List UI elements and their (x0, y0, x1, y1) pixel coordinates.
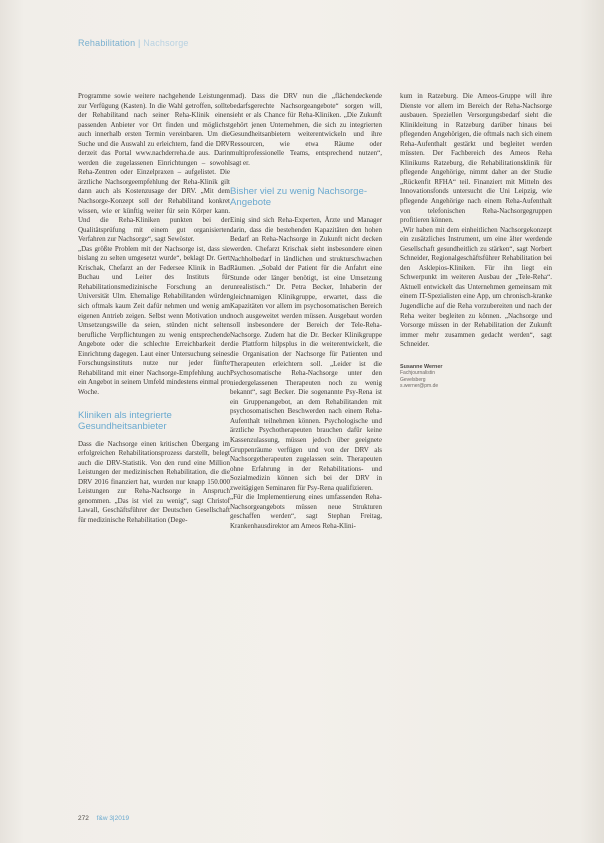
page-footer (78, 815, 129, 822)
section-separator: | (138, 38, 141, 48)
text-column-3 (400, 92, 552, 390)
paragraph: „Für die Implementierung eines umfassenden Reha-Nachsorgeangebots müssen neue Strukturen geschaffen werden“, sagt Stephan Freitag, Krankenhausdirektor am Ameos Reha-Klini- (230, 493, 382, 530)
author-city: Gevelsberg (400, 376, 426, 383)
author-role: Fachjournalistin (400, 370, 436, 377)
page-number: 272 (78, 815, 89, 822)
paragraph: mad). Dass die DRV nun die „flächendeckende bedarfsgerechte Nachsorgeangebote“ sorgen will, sieht er als Chance für Reha-Kliniken. „Die Zukunft gehört jenen Unternehmen, die sich zu integrierten Gesundheitsanbietern weiterentwickeln und ihre Ressourcen, wie etwa Räume oder multiprofessionelle Teams, entsprechend nutzen“, sagt er. (230, 92, 382, 167)
paragraph: Einig sind sich Reha-Experten, Ärzte und Manager darin, dass die bestehenden Kapazitäten den hohen Bedarf an Reha-Nachsorge in Zukunft nicht decken werden. Chefarzt Krischak sieht insbesondere einen Nachholbedarf in ländlichen und strukturschwachen Räumen. „Sobald der Patient für die Anfahrt eine Stunde oder länger benötigt, ist eine Umsetzung unrealistisch.“ Dr. Petra Becker, Inhaberin der gleichnamigen Klinikgruppe, erwartet, dass die Kapazitäten vor allem im psychosomatischen Bereich noch ausgeweitet werden müssen. Ausgebaut worden soll insbesondere der Bereich der Tele-Reha-Nachsorge. Zudem hat die Dr. Becker Klinikgruppe die Plattform hilpsplus in die weiterentwickelt, die die Organisation der Nachsorge für Patienten und Therapeuten erleichtern soll. „Leider ist die Psychosomatische Reha-Nachsorge unter den niedergelassenen Therapeuten noch zu wenig bekannt“, sagt Becker. Die sogenannte Psy-Rena ist ein Gruppenangebot, an dem Rehabilitanden mit psychosomatischen Beschwerden nach einem Reha-Aufenthalt teilnehmen können. Psychologische und ärztliche Psychotherapeuten brauchen dafür keine Kassenzulassung, müssen jedoch über geeignete Gruppenräume verfügen und von der DRV als Nachsorgetherapeuten zugelassen sein. Therapeuten ohne Erfahrung in der Rehabilitations- und Sozialmedizin können sich bei der DRV in zweitägigen Seminaren für Psy-Rena qualifizieren. (230, 216, 382, 492)
section-title: Rehabilitation (78, 38, 136, 48)
paragraph: Dass die Nachsorge einen kritischen Übergang im erfolgreichen Rehabilitationsprozess darstellt, belegt auch die DRV-Statistik. Von den rund eine Million Leistungen der medizinischen Rehabilitation, die die DRV 2016 finanziert hat, wurden nur knapp 150.000 Leistungen zur Reha-Nachsorge in Anspruch genommen. „Das ist viel zu wenig“, sagt Christof Lawall, Geschäftsführer der Deutschen Gesellschaft für medizinische Rehabilitation (Dege- (78, 439, 230, 524)
subheading: Bisher viel zu wenig Nachsorge-Angebote (230, 186, 368, 209)
paragraph: „Das größte Problem mit der Nachsorge ist, dass sie bislang zu selten umgesetzt wurde“, beklagt Dr. Gert Krischak, Chefarzt an der Federsee Klinik in Bad Buchau und Leiter des Instituts für Rehabilitationsmedizinische Forschung an der Universität Ulm. Ehemalige Rehabilitanden würden sich oftmals kaum Zeit dafür nehmen und wenig am eigenen Antrieb zeigen. Selbst wenn Motivation und Umsetzungswille da seien, stünden nicht selten berufliche Verpflichtungen zu wenig entsprechende Angebote oder die schlechte Erreichbarkeit der Einrichtung dagegen. Laut einer Untersuchung seines Forschungsinstituts nutze nur jeder fünfte Rehabilitand mit einer Nachsorge-Empfehlung auch ein Angebot in seinem Umfeld mindestens einmal pro Woche. (78, 244, 230, 396)
paragraph: „Wir haben mit dem einheitlichen Nachsorgekonzept ein zusätzliches Instrument, um eine älter werdende Gesellschaft gesundheitlich zu stärken“, sagt Norbert Schneider, Regionalgeschäftsführer Rehabilitation bei den Asklepios-Kliniken. Für ihn liegt ein Schwerpunkt im weiteren Ausbau der „Tele-Reha“. Aktuell entwickelt das Unternehmen gemeinsam mit einem IT-Spezialisten eine App, um chronisch-kranke Jugendliche auf die Reha vorzubereiten und nach der Reha weiter begleiten zu können. „Nachsorge und Vorsorge müssen in der Rehabilitation der Zukunft immer mehr zusammen gedacht werden“, sagt Schneider. (400, 225, 552, 349)
paragraph: Programme sowie weitere nachgehende Leistungen zur Verfügung (Kasten). In die Wahl getroffen, sollte der Rehabilitand nach seiner Reha-Klinik einen passenden Anbieter vor Ort finden und möglichst auch innerhalb ersten Termin vereinbaren. Um die Suche und die Auswahl zu erleichtern, fand die DRV derzeit das Portal www.nachderreha.de aus. Darin werden die zugelassenen Einrichtungen – sowohl Reha-Zentren oder Einzelpraxen – aufgelistet. Die ärztliche Nachsorgeempfehlung der Reha-Klinik gilt dann auch als Kostenzusage der DRV. „Mit dem Nachsorge-Konzept soll der Rehabilitand konkret wissen, wie er künftig weiter für sein Körper kann. Und die Reha-Kliniken punkten bei der Qualitätsprüfung mit einem gut organisierten Verfahren zur Nachsorge“, sagt Sewöster. (78, 92, 230, 244)
text-column-1 (78, 92, 230, 525)
author-name: Susanne Werner (400, 363, 443, 370)
subheading: Kliniken als integrierte Gesundheitsanbieter (78, 409, 172, 432)
author-email: s.werner@pm.de (400, 383, 439, 390)
magazine-issue: f&w 3|2019 (96, 815, 130, 822)
text-column-2 (230, 92, 382, 531)
author-box (400, 364, 552, 390)
section-subtitle: Nachsorge (143, 38, 189, 48)
paragraph: kum in Ratzeburg. Die Ameos-Gruppe will ihre Dienste vor allem im Bereich der Reha-Nachsorge ausbauen. Speziellen Versorgungsbedarf sieht die Klinikleitung in Ratzeburg darüber hinaus bei pflegenden Angehörigen, die oftmals nach sich einem Reha-Aufenthalt gestärkt und begleitet werden müssten. Der Fachbereich des Ameos Reha Klinikums Ratzeburg, die Rehabilitationsklinik für pflegende Angehörige, nimmt daher an der Studie „Rückenfit RFHA“ teil. Finanziert mit Mitteln des Innovationsfonds untersucht die Uni Leipzig, wie pflegende Angehörige nach einem Reha-Aufenthalt von telefonischen Reha-Nachsorgegruppen profitieren können. (400, 92, 552, 225)
section-header (78, 38, 189, 48)
